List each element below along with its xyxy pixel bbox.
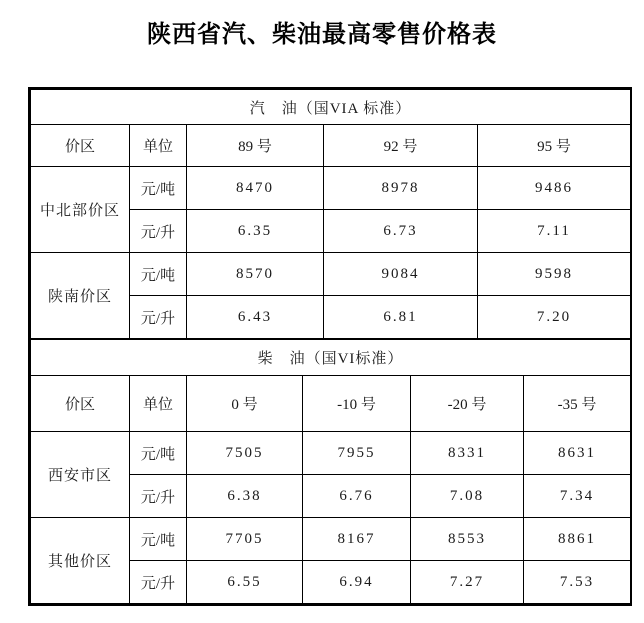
price-cell: 7.27 <box>411 561 524 604</box>
price-cell: 6.81 <box>324 296 478 339</box>
price-cell: 7.20 <box>478 296 631 339</box>
price-cell: 8978 <box>324 167 478 210</box>
unit-cell: 元/吨 <box>130 253 187 296</box>
unit-cell: 元/吨 <box>130 432 187 475</box>
diesel-header-row <box>31 376 631 432</box>
diesel-header-grade-neg35: -35 号 <box>524 376 631 432</box>
diesel-header-grade-neg10: -10 号 <box>303 376 411 432</box>
diesel-table <box>30 339 631 604</box>
price-cell: 7.11 <box>478 210 631 253</box>
price-cell: 7955 <box>303 432 411 475</box>
diesel-section-row <box>31 340 631 376</box>
unit-cell: 元/升 <box>130 210 187 253</box>
price-cell: 6.76 <box>303 475 411 518</box>
price-cell: 8331 <box>411 432 524 475</box>
price-cell: 6.73 <box>324 210 478 253</box>
gasoline-header-grade-89: 89 号 <box>187 125 324 167</box>
page-title: 陕西省汽、柴油最高零售价格表 <box>147 22 497 48</box>
diesel-header-unit: 单位 <box>130 376 187 432</box>
unit-cell: 元/升 <box>130 296 187 339</box>
price-cell: 8861 <box>524 518 631 561</box>
zone-cell-other: 其他价区 <box>31 518 130 604</box>
price-cell: 9486 <box>478 167 631 210</box>
price-cell: 8553 <box>411 518 524 561</box>
diesel-header-grade-neg20: -20 号 <box>411 376 524 432</box>
price-table <box>28 87 632 606</box>
gasoline-section-row <box>31 90 631 125</box>
price-cell: 9598 <box>478 253 631 296</box>
gasoline-header-unit: 单位 <box>130 125 187 167</box>
price-cell: 6.35 <box>187 210 324 253</box>
gasoline-header-grade-92: 92 号 <box>324 125 478 167</box>
table-row <box>31 432 631 475</box>
price-cell: 7.53 <box>524 561 631 604</box>
gasoline-table <box>30 89 631 339</box>
gasoline-section-title: 汽 油（国VIA 标准） <box>31 90 631 125</box>
price-cell: 7705 <box>187 518 303 561</box>
price-cell: 7.34 <box>524 475 631 518</box>
price-cell: 7505 <box>187 432 303 475</box>
zone-cell-south-shaanxi: 陕南价区 <box>31 253 130 339</box>
price-cell: 6.38 <box>187 475 303 518</box>
price-cell: 6.43 <box>187 296 324 339</box>
zone-cell-central-north: 中北部价区 <box>31 167 130 253</box>
price-cell: 6.55 <box>187 561 303 604</box>
diesel-section-title: 柴 油（国VI标准） <box>31 340 631 376</box>
table-row <box>31 253 631 296</box>
price-cell: 8631 <box>524 432 631 475</box>
gasoline-header-row <box>31 125 631 167</box>
price-cell: 6.94 <box>303 561 411 604</box>
price-cell: 9084 <box>324 253 478 296</box>
diesel-header-zone: 价区 <box>31 376 130 432</box>
gasoline-header-zone: 价区 <box>31 125 130 167</box>
zone-cell-xian-urban: 西安市区 <box>31 432 130 518</box>
gasoline-header-grade-95: 95 号 <box>478 125 631 167</box>
diesel-header-grade-0: 0 号 <box>187 376 303 432</box>
unit-cell: 元/吨 <box>130 518 187 561</box>
table-row <box>31 518 631 561</box>
price-cell: 8470 <box>187 167 324 210</box>
price-cell: 7.08 <box>411 475 524 518</box>
unit-cell: 元/升 <box>130 475 187 518</box>
table-row <box>31 167 631 210</box>
unit-cell: 元/吨 <box>130 167 187 210</box>
price-cell: 8570 <box>187 253 324 296</box>
price-cell: 8167 <box>303 518 411 561</box>
unit-cell: 元/升 <box>130 561 187 604</box>
